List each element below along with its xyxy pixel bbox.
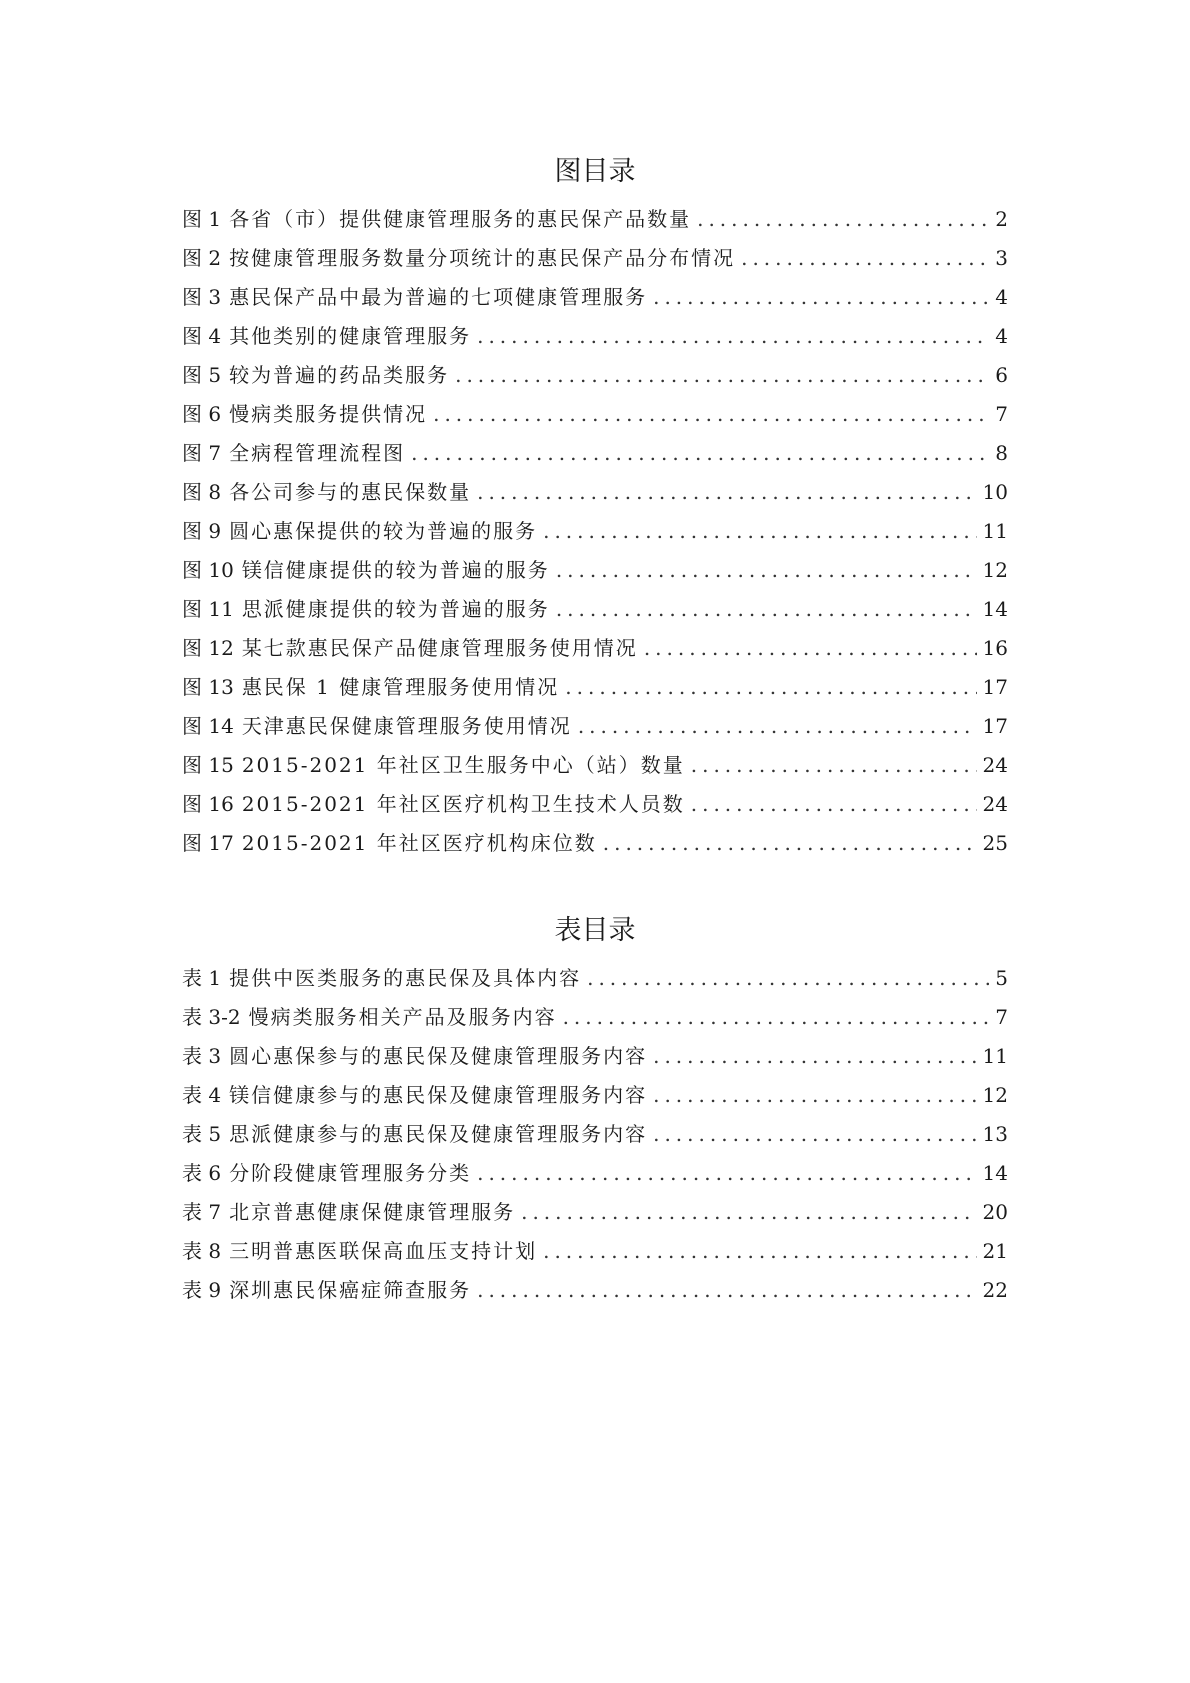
toc-entry-text: 北京普惠健康保健康管理服务 [229, 1200, 516, 1224]
toc-entry-text: 惠民保 1 健康管理服务使用情况 [241, 675, 560, 699]
toc-entry-label [182, 200, 691, 239]
toc-entry-number: 图 17 [182, 831, 234, 855]
toc-entry[interactable] [182, 551, 1008, 590]
toc-entry-label [182, 629, 638, 668]
toc-entry-text: 2015-2021 年社区卫生服务中心（站）数量 [241, 753, 685, 777]
toc-entry-text: 深圳惠民保癌症筛查服务 [229, 1278, 472, 1302]
toc-entry-page-number: 22 [982, 1278, 1008, 1302]
table-index-list [182, 959, 1008, 1310]
toc-entry-label [182, 434, 405, 473]
toc-entry-number: 图 7 [182, 441, 222, 465]
toc-entry[interactable] [182, 998, 1008, 1037]
toc-entry-page-number: 17 [982, 714, 1008, 738]
toc-entry-number: 表 5 [182, 1122, 222, 1146]
toc-entry-text: 三明普惠医联保高血压支持计划 [229, 1239, 538, 1263]
toc-dot-leader [653, 1076, 976, 1115]
toc-entry-number: 图 8 [182, 480, 222, 504]
table-index-title: 表目录 [554, 915, 636, 946]
toc-entry[interactable] [182, 395, 1008, 434]
toc-entry-number: 图 13 [182, 675, 234, 699]
toc-entry-text: 圆心惠保提供的较为普遍的服务 [229, 519, 538, 543]
toc-entry[interactable] [182, 1154, 1008, 1193]
toc-entry-page-number: 2 [995, 207, 1008, 231]
toc-dot-leader [691, 785, 977, 824]
toc-entry[interactable] [182, 629, 1008, 668]
toc-entry-text: 镁信健康参与的惠民保及健康管理服务内容 [229, 1083, 648, 1107]
toc-entry-number: 表 6 [182, 1161, 222, 1185]
toc-entry-page-number: 4 [995, 285, 1008, 309]
toc-entry-text: 镁信健康提供的较为普遍的服务 [241, 558, 550, 582]
toc-entry-page-number: 13 [982, 1122, 1008, 1146]
toc-entry-page-number: 12 [982, 558, 1008, 582]
toc-entry-text: 某七款惠民保产品健康管理服务使用情况 [241, 636, 638, 660]
toc-entry-label [182, 1193, 515, 1232]
toc-entry-number: 图 1 [182, 207, 222, 231]
toc-entry-page-number: 6 [995, 363, 1008, 387]
toc-dot-leader [691, 746, 977, 785]
toc-entry-text: 慢病类服务相关产品及服务内容 [248, 1005, 557, 1029]
figure-index-title: 图目录 [554, 156, 636, 187]
toc-dot-leader [653, 1115, 976, 1154]
toc-dot-leader [543, 512, 976, 551]
toc-entry-number: 图 12 [182, 636, 234, 660]
toc-entry-text: 思派健康提供的较为普遍的服务 [241, 597, 550, 621]
figure-index [182, 152, 1008, 863]
toc-entry-number: 图 11 [182, 597, 234, 621]
toc-entry-label [182, 1232, 537, 1271]
toc-entry-label [182, 590, 550, 629]
toc-entry[interactable] [182, 668, 1008, 707]
toc-entry-page-number: 24 [982, 753, 1008, 777]
toc-entry-number: 图 4 [182, 324, 222, 348]
toc-dot-leader [556, 551, 977, 590]
toc-entry-number: 表 9 [182, 1278, 222, 1302]
toc-dot-leader [556, 590, 977, 629]
toc-entry-label [182, 824, 597, 863]
toc-entry[interactable] [182, 239, 1008, 278]
toc-entry-page-number: 12 [982, 1083, 1008, 1107]
toc-entry-page-number: 7 [995, 1005, 1008, 1029]
toc-entry-number: 表 1 [182, 966, 222, 990]
toc-entry-text: 2015-2021 年社区医疗机构卫生技术人员数 [241, 792, 685, 816]
toc-entry-page-number: 14 [982, 597, 1008, 621]
toc-entry-label [182, 998, 557, 1037]
toc-dot-leader [653, 1037, 976, 1076]
toc-entry-number: 表 3 [182, 1044, 222, 1068]
toc-entry-page-number: 5 [995, 966, 1008, 990]
toc-entry-number: 图 2 [182, 246, 222, 270]
toc-entry-page-number: 7 [995, 402, 1008, 426]
toc-entry-text: 天津惠民保健康管理服务使用情况 [241, 714, 572, 738]
toc-entry-number: 图 16 [182, 792, 234, 816]
toc-entry-text: 思派健康参与的惠民保及健康管理服务内容 [229, 1122, 648, 1146]
toc-dot-leader [521, 1193, 976, 1232]
toc-entry[interactable] [182, 1193, 1008, 1232]
toc-entry-text: 分阶段健康管理服务分类 [229, 1161, 472, 1185]
toc-entry[interactable] [182, 1271, 1008, 1310]
toc-entry-number: 表 4 [182, 1083, 222, 1107]
toc-entry[interactable] [182, 434, 1008, 473]
toc-entry[interactable] [182, 707, 1008, 746]
toc-entry-page-number: 14 [982, 1161, 1008, 1185]
toc-entry-label [182, 239, 735, 278]
toc-dot-leader [455, 356, 989, 395]
toc-entry[interactable] [182, 512, 1008, 551]
toc-dot-leader [477, 1154, 976, 1193]
toc-entry-label [182, 473, 471, 512]
toc-entry-page-number: 17 [982, 675, 1008, 699]
toc-entry[interactable] [182, 590, 1008, 629]
toc-entry[interactable] [182, 785, 1008, 824]
toc-entry-number: 图 10 [182, 558, 234, 582]
toc-entry-label [182, 512, 537, 551]
toc-entry-label [182, 1154, 471, 1193]
toc-entry[interactable] [182, 959, 1008, 998]
toc-entry-text: 2015-2021 年社区医疗机构床位数 [241, 831, 597, 855]
toc-entry-number: 图 6 [182, 402, 222, 426]
toc-dot-leader [587, 959, 989, 998]
toc-entry-page-number: 11 [982, 1044, 1008, 1068]
toc-entry-label [182, 551, 550, 590]
toc-entry-page-number: 3 [995, 246, 1008, 270]
toc-dot-leader [603, 824, 977, 863]
toc-entry-text: 各省（市）提供健康管理服务的惠民保产品数量 [229, 207, 692, 231]
toc-entry-page-number: 8 [995, 441, 1008, 465]
toc-entry-label [182, 1076, 647, 1115]
toc-entry-label [182, 668, 559, 707]
toc-dot-leader [477, 317, 989, 356]
toc-entry-number: 表 7 [182, 1200, 222, 1224]
toc-dot-leader [543, 1232, 976, 1271]
toc-entry-text: 较为普遍的药品类服务 [229, 363, 450, 387]
toc-entry[interactable] [182, 356, 1008, 395]
toc-entry-page-number: 21 [982, 1239, 1008, 1263]
toc-entry[interactable] [182, 317, 1008, 356]
toc-entry-label [182, 356, 449, 395]
toc-entry[interactable] [182, 746, 1008, 785]
toc-entry-number: 图 3 [182, 285, 222, 309]
toc-entry-text: 慢病类服务提供情况 [229, 402, 428, 426]
toc-entry-text: 全病程管理流程图 [229, 441, 406, 465]
toc-entry-number: 表 8 [182, 1239, 222, 1263]
toc-dot-leader [741, 239, 989, 278]
toc-entry-number: 图 14 [182, 714, 234, 738]
toc-dot-leader [697, 200, 989, 239]
toc-entry-label [182, 1037, 647, 1076]
toc-dot-leader [411, 434, 989, 473]
toc-entry-label [182, 395, 427, 434]
toc-dot-leader [477, 473, 976, 512]
toc-entry-text: 其他类别的健康管理服务 [229, 324, 472, 348]
toc-entry-label [182, 746, 685, 785]
toc-entry[interactable] [182, 200, 1008, 239]
toc-entry-label [182, 707, 572, 746]
toc-dot-leader [578, 707, 977, 746]
toc-entry[interactable] [182, 1115, 1008, 1154]
toc-entry[interactable] [182, 473, 1008, 512]
toc-entry-label [182, 1271, 471, 1310]
toc-entry-label [182, 317, 471, 356]
toc-entry[interactable] [182, 1037, 1008, 1076]
toc-entry-label [182, 785, 685, 824]
toc-entry-label [182, 1115, 647, 1154]
toc-entry-page-number: 20 [982, 1200, 1008, 1224]
table-index [182, 911, 1008, 1310]
toc-entry-label [182, 959, 581, 998]
toc-entry-text: 圆心惠保参与的惠民保及健康管理服务内容 [229, 1044, 648, 1068]
toc-entry-page-number: 16 [982, 636, 1008, 660]
toc-entry-page-number: 24 [982, 792, 1008, 816]
toc-entry-text: 按健康管理服务数量分项统计的惠民保产品分布情况 [229, 246, 736, 270]
toc-dot-leader [653, 278, 989, 317]
toc-dot-leader [644, 629, 977, 668]
toc-dot-leader [477, 1271, 976, 1310]
toc-dot-leader [433, 395, 989, 434]
toc-entry-number: 图 5 [182, 363, 222, 387]
toc-entry-page-number: 4 [995, 324, 1008, 348]
toc-entry-text: 各公司参与的惠民保数量 [229, 480, 472, 504]
toc-entry-number: 图 15 [182, 753, 234, 777]
toc-entry-page-number: 11 [982, 519, 1008, 543]
toc-entry-page-number: 10 [982, 480, 1008, 504]
toc-entry-text: 惠民保产品中最为普遍的七项健康管理服务 [229, 285, 648, 309]
toc-entry-label [182, 278, 647, 317]
figure-index-list [182, 200, 1008, 863]
toc-entry-number: 图 9 [182, 519, 222, 543]
toc-entry[interactable] [182, 1232, 1008, 1271]
toc-entry-page-number: 25 [982, 831, 1008, 855]
toc-entry-number: 表 3-2 [182, 1005, 241, 1029]
toc-entry[interactable] [182, 278, 1008, 317]
toc-entry-text: 提供中医类服务的惠民保及具体内容 [229, 966, 582, 990]
toc-dot-leader [563, 998, 990, 1037]
toc-dot-leader [565, 668, 976, 707]
toc-entry[interactable] [182, 1076, 1008, 1115]
toc-entry[interactable] [182, 824, 1008, 863]
